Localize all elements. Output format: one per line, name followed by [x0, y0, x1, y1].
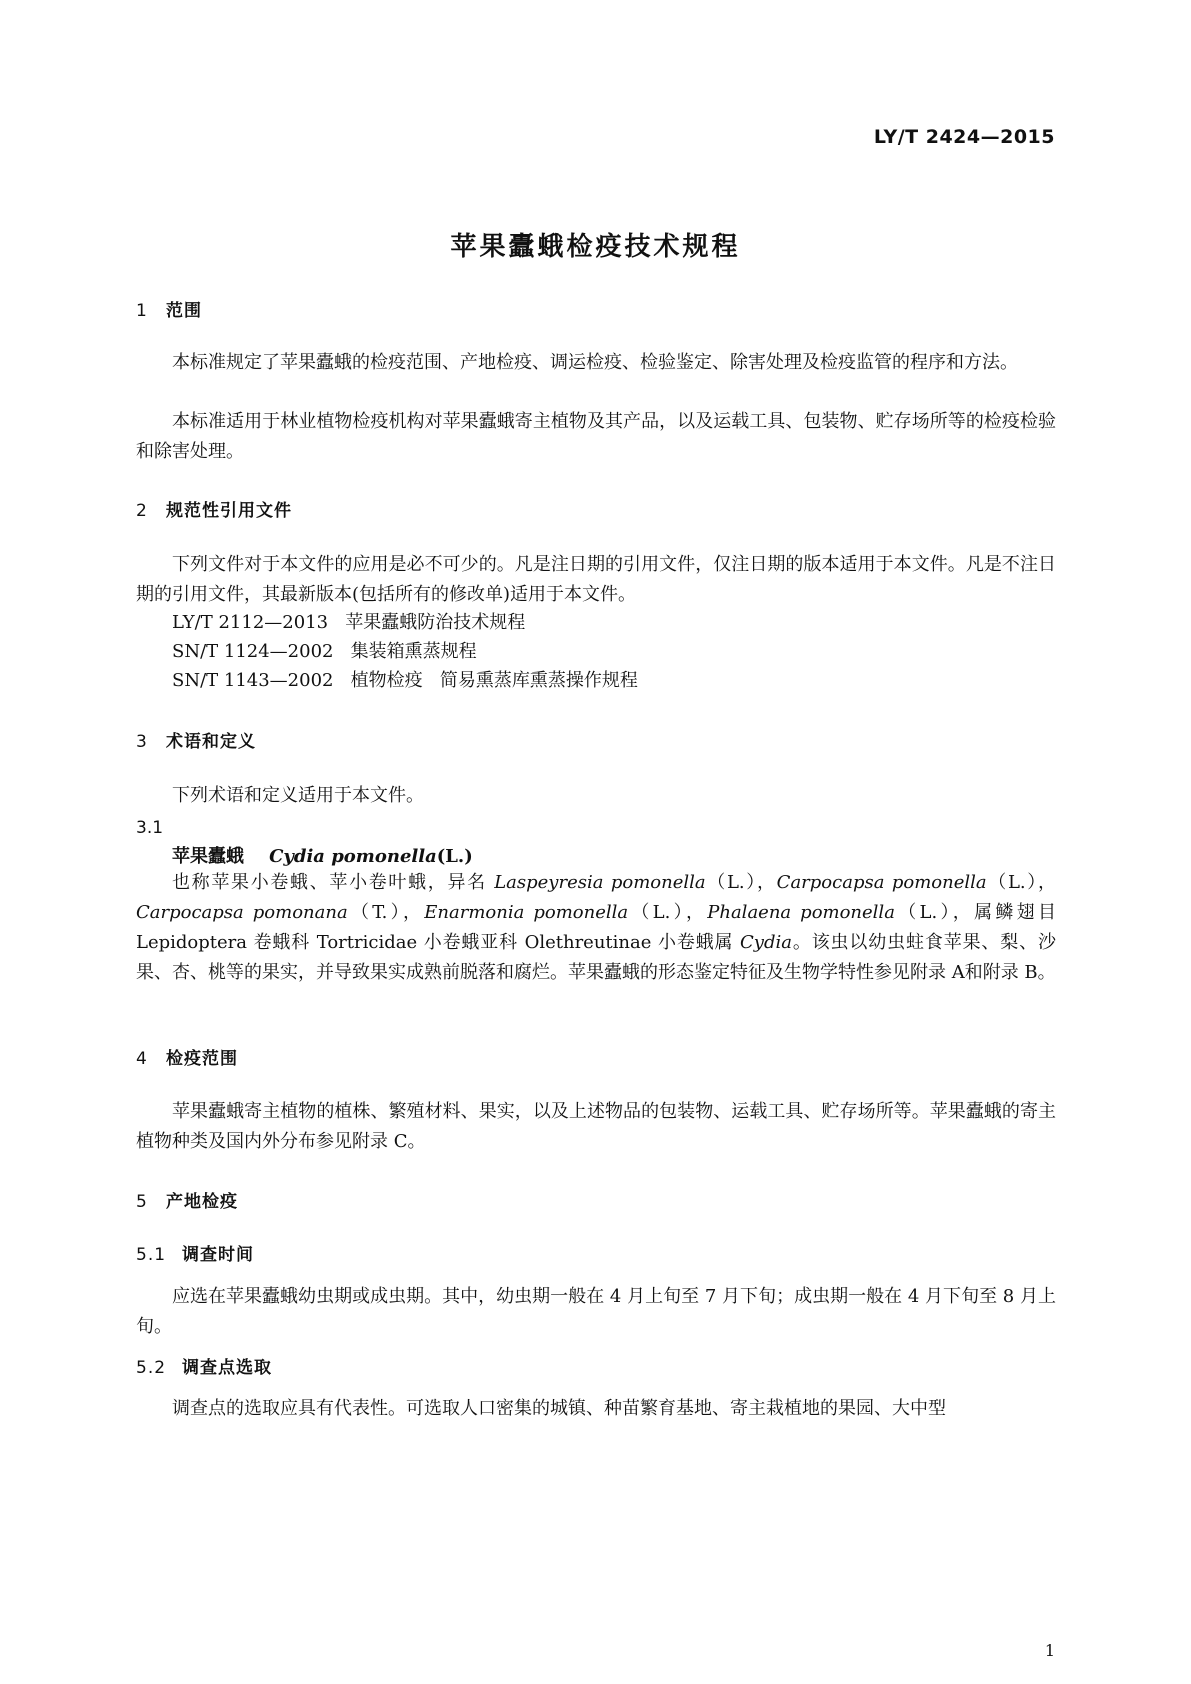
subsection-title: 调查时间 — [182, 1245, 254, 1265]
subsection-title: 调查点选取 — [182, 1358, 272, 1378]
synonym-name: Carpocapsa pomonana — [136, 902, 348, 923]
section-1-heading — [136, 296, 202, 321]
genus-name: Cydia — [740, 932, 792, 953]
section-2-heading — [136, 496, 292, 521]
term-heading — [172, 842, 473, 868]
reference-item: LY/T 2112—2013 苹果蠹蛾防治技术规程 — [172, 612, 526, 633]
subsection-5-2-heading — [136, 1353, 272, 1378]
synonym-name: Enarmonia pomonella — [424, 902, 629, 923]
reference-item: SN/T 1124—2002 集装箱熏蒸规程 — [172, 641, 477, 662]
term-number: 3.1 — [136, 818, 164, 838]
section-title: 检疫范围 — [166, 1049, 238, 1069]
term-chinese: 苹果蠹蛾 — [172, 846, 244, 867]
synonym-name: Phalaena pomonella — [707, 902, 895, 923]
subsection-number: 5.2 — [136, 1358, 167, 1378]
standard-code: LY/T 2424—2015 — [873, 126, 1055, 148]
section-number: 3 — [136, 732, 148, 752]
section-number: 2 — [136, 501, 148, 521]
section-4-heading — [136, 1044, 238, 1069]
subsection-number: 5.1 — [136, 1245, 167, 1265]
section-title: 范围 — [166, 301, 202, 321]
page-number: 1 — [1044, 1641, 1055, 1660]
section-2-intro: 下列文件对于本文件的应用是必不可少的。凡是注日期的引用文件，仅注日期的版本适用于本文件。凡是不注日期的引用文件，其最新版本(包括所有的修改单)适用于本文件。 — [136, 554, 1056, 605]
definition-text: （L.），属鳞翅目 Lepidoptera 卷蛾科 Tortricidae 小卷蛾亚科 Olethreutinae 小卷蛾属 — [136, 902, 1056, 953]
section-number: 4 — [136, 1049, 148, 1069]
term-latin: Cydia pomonella — [269, 846, 437, 867]
subsection-5-1-para: 应选在苹果蠹蛾幼虫期或成虫期。其中，幼虫期一般在 4 月上旬至 7 月下旬；成虫期一般在 4 月下旬至 8 月上旬。 — [136, 1286, 1056, 1337]
reference-item: SN/T 1143—2002 植物检疫 简易熏蒸库熏蒸操作规程 — [172, 670, 638, 691]
synonym-name: Carpocapsa pomonella — [776, 872, 987, 893]
term-definition — [136, 868, 1056, 988]
section-5-heading — [136, 1187, 238, 1212]
section-1-para-1: 本标准规定了苹果蠹蛾的检疫范围、产地检疫、调运检疫、检验鉴定、除害处理及检疫监管的程序和方法。 — [172, 352, 1018, 373]
section-3-intro: 下列术语和定义适用于本文件。 — [172, 785, 424, 806]
synonym-author: （L.）， — [986, 872, 1056, 893]
term-author: (L.) — [436, 846, 473, 867]
synonym-author: （L.）， — [705, 872, 777, 893]
section-number: 5 — [136, 1192, 148, 1212]
section-1-para-2: 本标准适用于林业植物检疫机构对苹果蠹蛾寄主植物及其产品，以及运载工具、包装物、贮存场所等的检疫检验和除害处理。 — [136, 411, 1056, 462]
section-4-para: 苹果蠹蛾寄主植物的植株、繁殖材料、果实，以及上述物品的包装物、运载工具、贮存场所等。苹果蠹蛾的寄主植物种类及国内外分布参见附录 C。 — [136, 1101, 1056, 1152]
subsection-5-2-para: 调查点的选取应具有代表性。可选取人口密集的城镇、种苗繁育基地、寄主栽植地的果园、大中型 — [172, 1398, 946, 1419]
subsection-5-1-heading — [136, 1240, 254, 1265]
synonym-author: （T.）， — [347, 902, 425, 923]
section-title: 产地检疫 — [166, 1192, 238, 1212]
definition-text: 。该虫以幼虫蛀食苹果、梨、沙果、杏、桃等的果实，并导致果实成熟前脱落和腐烂。苹果蠹蛾的形态鉴定特征及生物学特性参见附录 A和附录 B。 — [136, 932, 1057, 983]
section-title: 术语和定义 — [166, 732, 256, 752]
section-3-heading — [136, 727, 256, 752]
synonym-author: （L.）， — [628, 902, 708, 923]
section-number: 1 — [136, 301, 148, 321]
synonym-name: Laspeyresia pomonella — [494, 872, 706, 893]
document-title: 苹果蠹蛾检疫技术规程 — [450, 232, 741, 262]
definition-text: 也称苹果小卷蛾、苹小卷叶蛾，异名 — [172, 872, 495, 893]
section-title: 规范性引用文件 — [166, 501, 292, 521]
